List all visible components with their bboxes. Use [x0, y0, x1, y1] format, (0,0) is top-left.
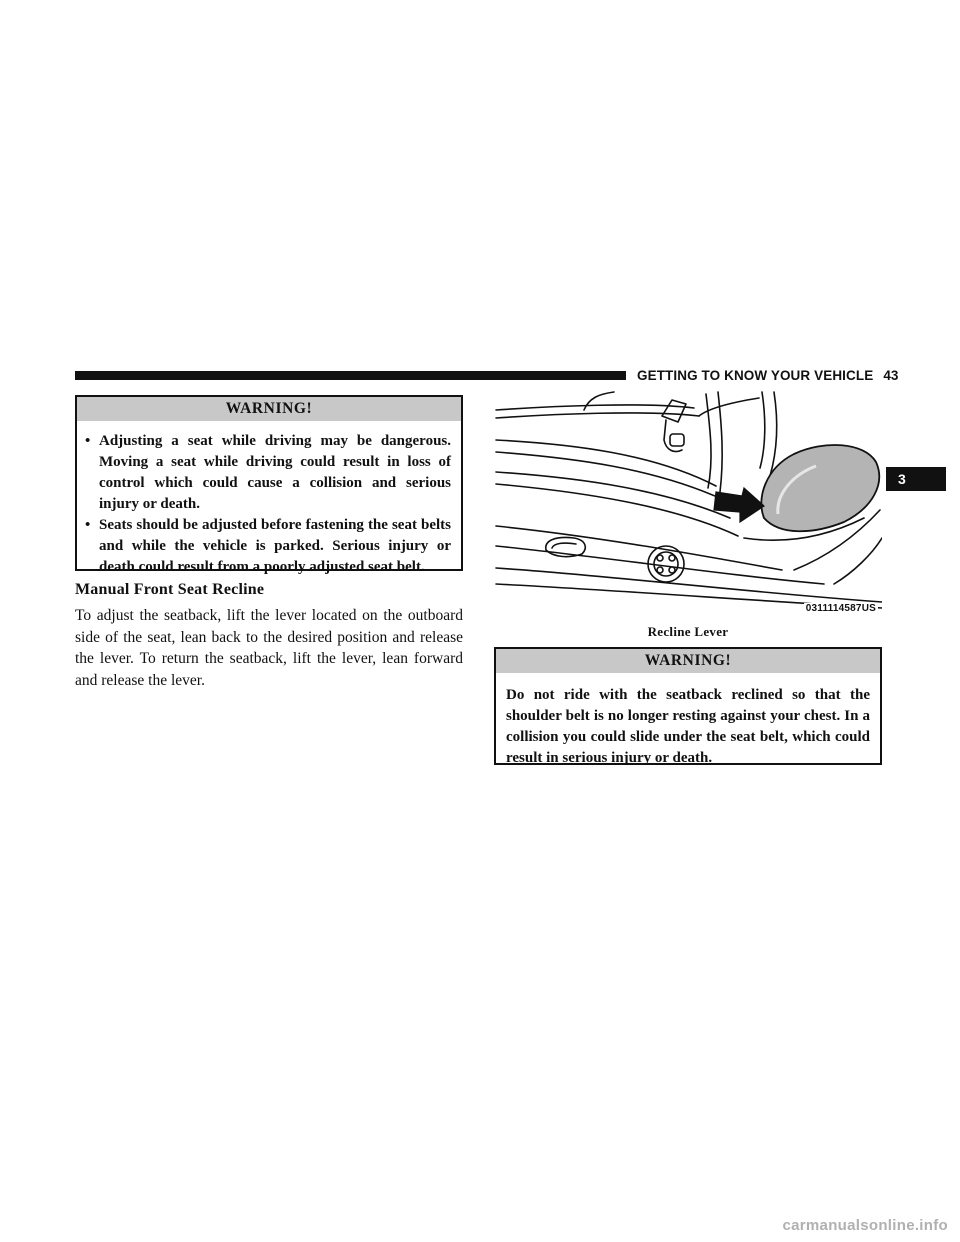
warning-title: WARNING!	[77, 397, 461, 421]
bullet-icon: •	[85, 517, 91, 533]
warning-bullet-list	[85, 431, 451, 578]
figure-code: 0311114587US	[805, 603, 876, 614]
recline-lever-figure	[494, 388, 882, 620]
warning-bullet-item	[85, 431, 451, 515]
section-heading: Manual Front Seat Recline	[75, 581, 265, 598]
chapter-number: 3	[898, 471, 906, 487]
figure-caption: Recline Lever	[647, 624, 729, 639]
warning-body: Do not ride with the seatback reclined so that the shoulder belt is no longer resting against your chest. In a collision you could slide under the seat belt, which could result in serious injury or death.	[506, 687, 870, 766]
warning-body	[77, 421, 461, 578]
warning-box-seat-adjust	[75, 395, 463, 575]
body-paragraph: To adjust the seatback, lift the lever located on the outboard side of the seat, lean back to the desired position and release the lever. To return the seatback, lift the lever, lean forward and release the lever.	[75, 607, 463, 689]
warning-title: WARNING!	[496, 649, 880, 673]
pointer-arrow-icon	[714, 488, 764, 522]
watermark: carmanualsonline.info	[782, 1217, 948, 1234]
chapter-tab	[886, 467, 946, 491]
warning-box-recline	[494, 647, 882, 765]
page-number: 43	[883, 368, 899, 383]
warning-bullet-text: Seats should be adjusted before fastening the seat belts and while the vehicle is parked. Serious injury or death could result from a poorly adjusted seat belt.	[99, 517, 451, 575]
warning-bullet-item	[85, 515, 451, 578]
section-title: GETTING TO KNOW YOUR VEHICLE	[637, 368, 874, 383]
warning-bullet-text: Adjusting a seat while driving may be dangerous. Moving a seat while driving could result in loss of control which could cause a collision and serious injury or death.	[99, 433, 451, 512]
running-header	[637, 368, 899, 384]
recline-lever-shape	[761, 445, 879, 531]
header-rule	[75, 371, 626, 380]
bullet-icon: •	[85, 433, 91, 449]
seat-illustration	[494, 388, 882, 620]
